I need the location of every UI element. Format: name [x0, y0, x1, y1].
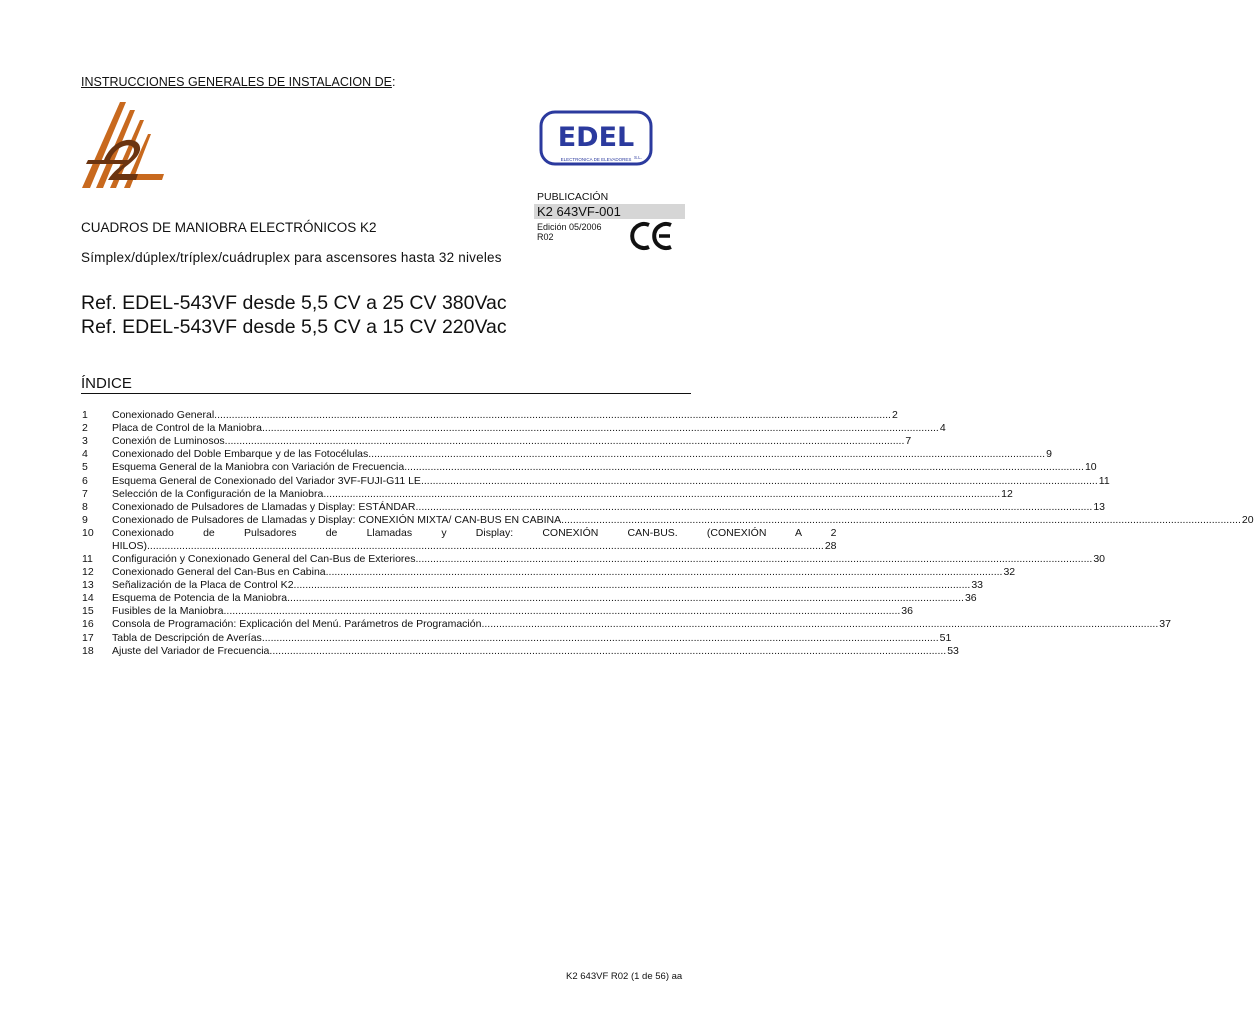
table-of-contents	[82, 409, 1254, 658]
toc-entry[interactable]	[82, 422, 946, 435]
toc-number: 5	[82, 461, 88, 474]
toc-page: 11	[1098, 474, 1110, 487]
toc-leader	[481, 618, 1158, 631]
toc-number: 18	[82, 644, 94, 657]
toc-leader	[262, 422, 939, 435]
toc-number: 10	[82, 526, 94, 539]
toc-leader	[368, 448, 1045, 461]
toc-number: 13	[82, 579, 94, 592]
toc-title: Placa de Control de la Maniobra	[112, 422, 263, 435]
toc-number: 9	[82, 513, 88, 526]
toc-title: Esquema de Potencia de la Maniobra	[112, 592, 288, 605]
document-subtitle: Símplex/dúplex/tríplex/cuádruplex para ascensores hasta 32 niveles	[81, 250, 502, 265]
toc-entry[interactable]	[82, 644, 959, 658]
index-heading: ÍNDICE	[81, 375, 132, 392]
toc-entry[interactable]	[82, 526, 837, 553]
toc-title: Conexionado del Doble Embarque y de las Fotocélulas	[112, 448, 369, 461]
toc-number: 3	[82, 435, 88, 448]
header-title	[81, 75, 395, 89]
toc-leader	[147, 540, 824, 553]
toc-number: 2	[82, 422, 88, 435]
toc-leader	[262, 632, 939, 645]
header-title-suffix: :	[391, 75, 396, 89]
toc-title: Consola de Programación: Explicación del Menú. Parámetros de Programación	[112, 618, 482, 631]
toc-title: Conexionado General del Can-Bus en Cabina	[112, 566, 326, 579]
toc-title: Conexión de Luminosos.	[112, 435, 228, 448]
toc-number: 1	[82, 409, 88, 422]
toc-number: 11	[82, 552, 93, 565]
toc-leader	[326, 566, 1003, 579]
toc-leader	[416, 501, 1093, 514]
toc-entry[interactable]	[82, 513, 1254, 527]
toc-title: Conexionado de Pulsadores de Llamadas y Display: CONEXIÓN MIXTA/ CAN-BUS EN CABINA.	[112, 513, 565, 526]
toc-page: 20	[1241, 513, 1254, 526]
toc-leader	[287, 592, 964, 605]
toc-entry[interactable]	[82, 435, 912, 448]
toc-leader	[214, 409, 891, 422]
toc-entry[interactable]	[82, 448, 1052, 461]
edel-logo-sl: S.L.	[634, 155, 643, 160]
toc-entry[interactable]	[82, 618, 1171, 631]
toc-entry[interactable]	[82, 592, 977, 605]
toc-entry[interactable]	[82, 409, 898, 422]
toc-leader	[269, 645, 946, 658]
toc-number: 4	[82, 448, 88, 461]
toc-number: 16	[82, 618, 94, 631]
document-title: CUADROS DE MANIOBRA ELECTRÓNICOS K2	[81, 220, 377, 235]
index-divider	[81, 393, 691, 394]
toc-leader	[223, 605, 900, 618]
toc-page: 37	[1159, 618, 1171, 631]
toc-number: 15	[82, 605, 94, 618]
toc-page: 28	[824, 539, 837, 552]
toc-entry[interactable]	[82, 487, 1013, 501]
toc-page: 36	[901, 605, 913, 618]
toc-page: 13	[1093, 500, 1105, 513]
toc-leader	[407, 461, 1084, 474]
toc-title: Conexionado General	[112, 409, 215, 422]
toc-number: 12	[82, 566, 94, 579]
toc-title: Configuración y Conexionado General del Can-Bus de Exteriores	[112, 552, 416, 565]
page-footer: K2 643VF R02 (1 de 56) aa	[566, 971, 683, 982]
toc-number: 17	[82, 631, 94, 644]
toc-page: 30	[1093, 552, 1106, 565]
ce-mark-icon	[629, 220, 675, 252]
toc-entry[interactable]	[82, 566, 1016, 579]
publication-edition: Edición 05/2006	[537, 222, 602, 232]
publication-label: PUBLICACIÓN	[537, 191, 609, 203]
toc-title: Tabla de Descripción de Averías	[112, 631, 262, 644]
toc-entry[interactable]	[82, 500, 1105, 514]
publication-code: K2 643VF-001	[534, 204, 685, 219]
toc-leader	[323, 488, 1000, 501]
toc-page: 53	[947, 644, 959, 657]
edel-logo	[538, 108, 656, 172]
toc-page: 36	[964, 592, 977, 605]
toc-page: 32	[1003, 566, 1016, 579]
reference-380vac: Ref. EDEL-543VF desde 5,5 CV a 25 CV 380Vac	[81, 292, 507, 314]
toc-leader	[416, 553, 1093, 566]
toc-entry[interactable]	[82, 631, 952, 644]
toc-title: Selección de la Configuración de la Maniobra	[112, 487, 324, 500]
toc-title: Esquema General de Conexionado del Variador 3VF-FUJI-G11 LE	[112, 474, 421, 487]
toc-title: Esquema General de la Maniobra con Variación de Frecuencia.	[112, 461, 408, 474]
toc-entry[interactable]	[82, 552, 1106, 566]
toc-title-continuation: HILOS)	[112, 539, 148, 552]
edel-logo-text: EDEL	[557, 122, 635, 153]
toc-entry[interactable]	[82, 474, 1110, 487]
toc-number: 6	[82, 474, 88, 487]
k2-logo	[80, 100, 170, 192]
toc-number: 14	[82, 592, 94, 605]
toc-leader	[421, 475, 1098, 488]
toc-leader	[564, 514, 1241, 527]
toc-title: Fusibles de la Maniobra	[112, 605, 224, 618]
toc-number: 7	[82, 487, 88, 500]
toc-title: Conexionado de Pulsadores de Llamadas y Display: ESTÁNDAR	[112, 500, 416, 513]
toc-page: 33	[971, 579, 984, 592]
toc-page: 9	[1046, 448, 1052, 461]
header-title-text: INSTRUCCIONES GENERALES DE INSTALACION DE	[81, 75, 392, 89]
toc-title: Ajuste del Variador de Frecuencia	[112, 644, 270, 657]
toc-entry[interactable]	[82, 461, 1097, 474]
toc-page: 51	[939, 631, 952, 644]
edel-logo-tagline: ELECTRONICA DE ELEVADORES	[560, 157, 632, 162]
toc-page: 2	[891, 409, 898, 422]
toc-page: 10	[1084, 461, 1097, 474]
toc-entry[interactable]	[82, 605, 913, 618]
toc-leader	[228, 435, 905, 448]
toc-page: 7	[905, 435, 912, 448]
toc-title: Señalización de la Placa de Control K2	[112, 579, 294, 592]
toc-title: Conexionado de Pulsadores de Llamadas y Display: CONEXIÓN CAN-BUS. (CONEXIÓN A 2	[112, 526, 837, 539]
toc-entry[interactable]	[82, 579, 984, 592]
toc-page: 12	[1001, 487, 1013, 500]
toc-number: 8	[82, 500, 88, 513]
toc-page: 4	[939, 422, 946, 435]
publication-revision: R02	[537, 232, 554, 242]
toc-leader	[294, 579, 971, 592]
reference-220vac: Ref. EDEL-543VF desde 5,5 CV a 15 CV 220Vac	[81, 316, 507, 338]
